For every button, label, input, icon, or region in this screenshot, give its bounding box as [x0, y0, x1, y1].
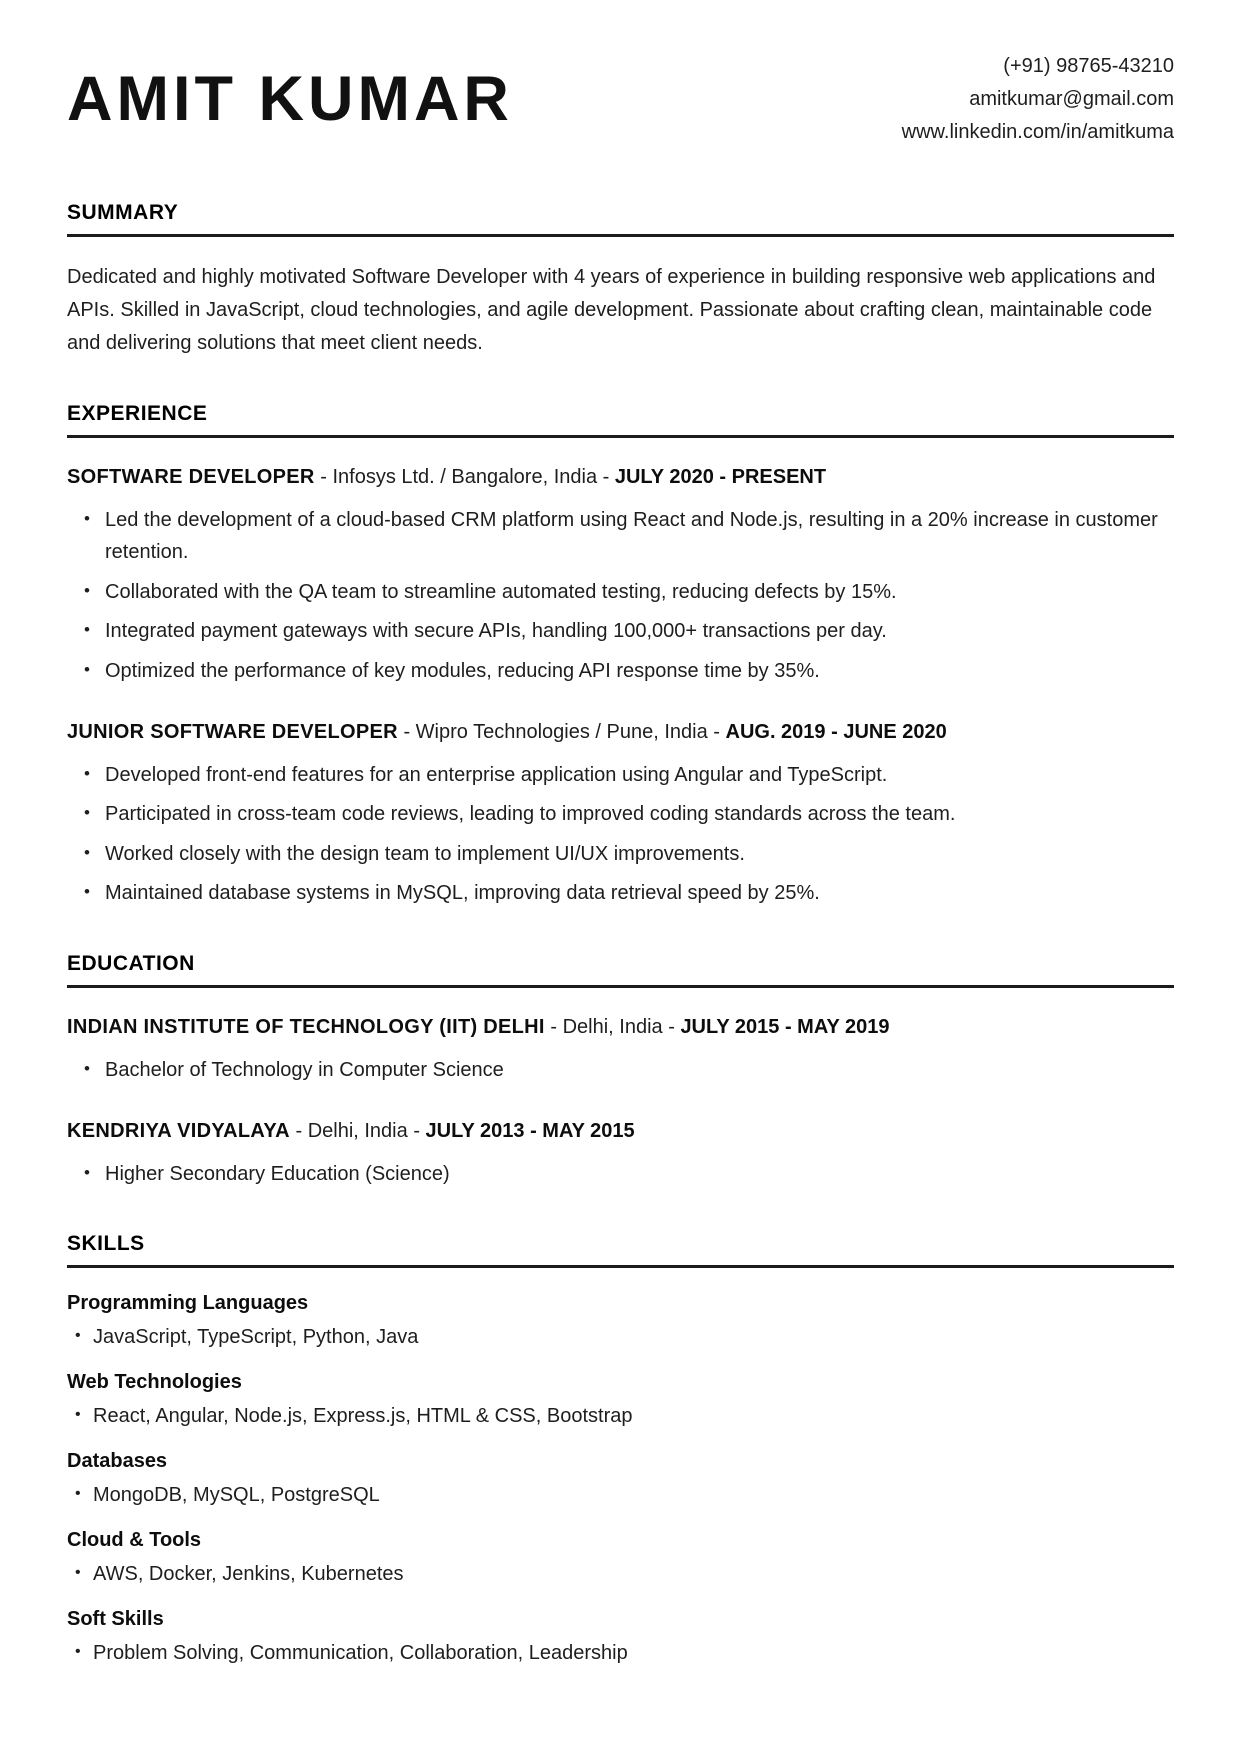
separator-dash: - — [413, 1119, 420, 1142]
skill-list — [67, 1480, 1174, 1511]
skill-group-label: Web Technologies — [67, 1371, 242, 1394]
school-location: Delhi, India — [562, 1015, 663, 1038]
skills-heading: SKILLS — [67, 1232, 1174, 1268]
bullet-item: • Collaborated with the QA team to streamline automated testing, reducing defects by 15%. — [105, 576, 1174, 608]
school-bullet-list — [67, 1158, 1174, 1190]
skills-section — [67, 1232, 1174, 1669]
school-location: Delhi, India — [307, 1119, 408, 1142]
contact-linkedin: www.linkedin.com/in/amitkuma — [901, 121, 1174, 143]
bullet-item: • Maintained database systems in MySQL, improving data retrieval speed by 25%. — [105, 877, 1174, 909]
job-title: SOFTWARE DEVELOPER — [67, 466, 315, 488]
skill-items: • AWS, Docker, Jenkins, Kubernetes — [93, 1559, 1174, 1590]
skill-group — [67, 1608, 1174, 1669]
job-company: Infosys Ltd. / Bangalore, India — [332, 466, 598, 488]
contact-info — [902, 50, 1174, 149]
job-entry — [67, 462, 1174, 687]
person-name: AMIT KUMAR — [67, 64, 513, 134]
bullet-item: • Participated in cross-team code reviews, leading to improved coding standards across the team. — [105, 798, 1174, 830]
summary-text: Dedicated and highly motivated Software Developer with 4 years of experience in building responsive web applications and APIs. Skilled in JavaScript, cloud technologies, and agile development. Passionate about crafting clean, maintainable code and delivering solutions that meet client needs. — [67, 266, 1156, 354]
bullet-item: • Integrated payment gateways with secure APIs, handling 100,000+ transactions per day. — [105, 615, 1174, 647]
bullet-item: • Bachelor of Technology in Computer Science — [105, 1054, 1174, 1086]
separator-dash: - — [668, 1015, 675, 1038]
job-company: Wipro Technologies / Pune, India — [415, 720, 708, 743]
bullet-item: • Higher Secondary Education (Science) — [105, 1158, 1174, 1190]
job-dates: JULY 2020 - PRESENT — [614, 466, 827, 488]
separator-dash: - — [320, 466, 327, 488]
separator-dash: - — [550, 1015, 558, 1038]
school-bullet-list — [67, 1054, 1174, 1086]
bullet-item: • Led the development of a cloud-based CRM platform using React and Node.js, resulting in a 20% increase in customer retention. — [105, 504, 1174, 569]
separator-dash: - — [295, 1119, 303, 1142]
skill-group — [67, 1292, 1174, 1353]
bullet-item: • Worked closely with the design team to implement UI/UX improvements. — [105, 838, 1174, 870]
skill-group-label: Soft Skills — [67, 1608, 164, 1631]
skill-group — [67, 1450, 1174, 1511]
job-bullet-list — [67, 504, 1174, 687]
skill-list — [67, 1638, 1174, 1669]
education-heading: EDUCATION — [67, 952, 1174, 988]
job-title-line — [67, 462, 1174, 492]
school-title-line — [67, 1116, 1174, 1146]
school-entry — [67, 1012, 1174, 1086]
skill-items: • Problem Solving, Communication, Collaboration, Leadership — [93, 1638, 1174, 1669]
skill-items: • JavaScript, TypeScript, Python, Java — [93, 1322, 1174, 1353]
job-entry — [67, 717, 1174, 910]
skill-list — [67, 1559, 1174, 1590]
contact-email: amitkumar@gmail.com — [969, 88, 1174, 110]
bullet-item: • Developed front-end features for an enterprise application using Angular and TypeScript. — [105, 759, 1174, 791]
job-title-line — [67, 717, 1174, 747]
experience-section — [67, 402, 1174, 910]
summary-heading: SUMMARY — [67, 201, 1174, 237]
skill-items: • MongoDB, MySQL, PostgreSQL — [93, 1480, 1174, 1511]
skill-group-label: Cloud & Tools — [67, 1529, 202, 1552]
skill-group — [67, 1371, 1174, 1432]
school-dates: JULY 2013 - MAY 2015 — [425, 1119, 635, 1142]
school-name: KENDRIYA VIDYALAYA — [67, 1119, 290, 1142]
header — [67, 50, 1174, 149]
skill-list — [67, 1401, 1174, 1432]
school-entry — [67, 1116, 1174, 1190]
separator-dash: - — [602, 466, 610, 488]
skill-list — [67, 1322, 1174, 1353]
bullet-item: • Optimized the performance of key modules, reducing API response time by 35%. — [105, 655, 1174, 687]
skill-items: • React, Angular, Node.js, Express.js, HTML & CSS, Bootstrap — [93, 1401, 1174, 1432]
job-title: JUNIOR SOFTWARE DEVELOPER — [67, 720, 398, 743]
skill-group — [67, 1529, 1174, 1590]
education-section — [67, 952, 1174, 1191]
separator-dash: - — [403, 720, 411, 743]
job-dates: AUG. 2019 - JUNE 2020 — [725, 720, 947, 743]
school-title-line — [67, 1012, 1174, 1042]
skill-group-label: Databases — [67, 1450, 168, 1473]
summary-section — [67, 201, 1174, 360]
experience-heading: EXPERIENCE — [67, 402, 1174, 438]
school-name: INDIAN INSTITUTE OF TECHNOLOGY (IIT) DELHI — [67, 1015, 545, 1038]
school-dates: JULY 2015 - MAY 2019 — [680, 1015, 890, 1038]
job-bullet-list — [67, 759, 1174, 910]
contact-phone: (+91) 98765-43210 — [1003, 55, 1174, 77]
separator-dash: - — [713, 720, 720, 743]
skill-group-label: Programming Languages — [67, 1292, 309, 1315]
